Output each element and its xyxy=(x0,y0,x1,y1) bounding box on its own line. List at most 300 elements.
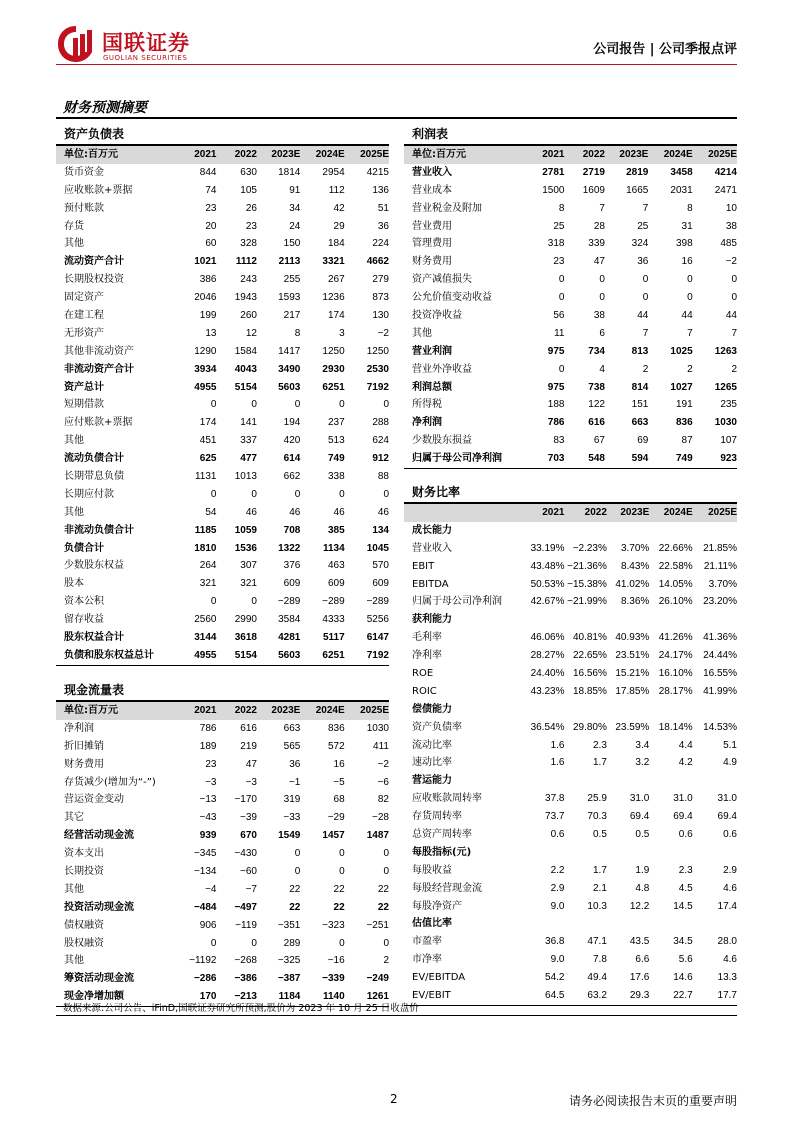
cell-value: 1265 xyxy=(714,381,737,393)
table-header-row xyxy=(56,146,389,164)
cell-value: 4662 xyxy=(366,256,389,268)
table-row xyxy=(404,880,737,898)
row-label: 速动比率 xyxy=(412,757,452,769)
cell-value xyxy=(607,611,649,629)
cell-value: 2025E xyxy=(708,149,737,160)
row-label: 资本公积 xyxy=(64,596,104,608)
cell-value: 0 xyxy=(251,488,257,500)
cell-value: 2113 xyxy=(278,256,301,268)
row-label: 现金净增加额 xyxy=(64,991,124,1003)
cell-value: 0 xyxy=(599,292,605,304)
cell-value: 2471 xyxy=(714,184,737,196)
cell-value: −15.38% xyxy=(567,578,607,590)
cell-value: 1140 xyxy=(322,991,345,1003)
cell-value: 385 xyxy=(327,524,345,536)
table-row xyxy=(404,396,737,414)
row-label: 归属于母公司净利润 xyxy=(412,596,502,608)
cell-value: 0 xyxy=(558,274,565,286)
cell-value xyxy=(649,772,692,790)
row-label: 存货 xyxy=(64,220,84,232)
cell-value: 0 xyxy=(339,866,345,878)
cell-value: 13.3 xyxy=(717,972,737,984)
cell-value: 836 xyxy=(327,722,345,734)
cell-value xyxy=(649,915,692,933)
row-label: 单位:百万元 xyxy=(64,705,118,716)
cell-value: 0 xyxy=(210,596,217,608)
cell-value: 25.9 xyxy=(587,793,607,805)
row-label: 投资活动现金流 xyxy=(64,901,134,913)
cell-value: 289 xyxy=(283,937,301,949)
cell-value: 264 xyxy=(199,560,217,572)
cell-value: 151 xyxy=(631,399,649,411)
cell-value: 1417 xyxy=(278,345,301,357)
cell-value: 0 xyxy=(294,488,301,500)
cell-value: 22.7 xyxy=(673,990,693,1002)
cell-value: 609 xyxy=(372,578,389,590)
row-label: 营业收入 xyxy=(412,542,452,554)
cell-value: 1609 xyxy=(582,184,605,196)
table-row xyxy=(56,468,389,486)
cell-value: 321 xyxy=(240,578,257,590)
row-label: 应收账款周转率 xyxy=(412,793,482,805)
table-row xyxy=(56,164,389,182)
row-label: 流动负债合计 xyxy=(64,453,124,465)
row-label: 利润总额 xyxy=(412,381,452,393)
cell-value: 130 xyxy=(372,310,389,322)
cell-value: 3490 xyxy=(278,363,301,375)
row-label: ROE xyxy=(412,668,434,680)
cell-value: 64.5 xyxy=(545,990,565,1002)
cell-value: 321 xyxy=(199,578,217,590)
row-label: 长期应付款 xyxy=(64,488,114,500)
cell-value: 616 xyxy=(588,417,605,429)
cell-value: 1536 xyxy=(234,542,257,554)
cell-value: 23.51% xyxy=(615,650,650,662)
cell-value: 9.0 xyxy=(550,954,565,966)
table-row xyxy=(404,969,737,987)
cell-value: 194 xyxy=(283,417,301,429)
cell-value: −430 xyxy=(234,848,257,860)
cell-value: 1457 xyxy=(322,830,345,842)
row-label: 固定资产 xyxy=(64,292,104,304)
cell-value: 0 xyxy=(210,488,217,500)
cell-value: 2.3 xyxy=(592,739,607,751)
cell-value: 1045 xyxy=(366,542,389,554)
cell-value: 43.5 xyxy=(629,936,650,948)
cell-value: 1.6 xyxy=(550,757,565,769)
table-row xyxy=(404,540,737,558)
cell-value: 2.9 xyxy=(550,882,565,894)
cell-value: 5603 xyxy=(278,649,301,661)
cell-value: 46.06% xyxy=(530,632,565,644)
cell-value: 16.10% xyxy=(658,668,693,680)
cell-value: 255 xyxy=(283,274,301,286)
cell-value xyxy=(564,701,606,719)
cell-value: −1 xyxy=(288,776,301,788)
cell-value: 0 xyxy=(210,399,217,411)
cell-value: 1.6 xyxy=(550,739,565,751)
cell-value: 337 xyxy=(240,435,257,447)
cell-value: −2 xyxy=(725,256,737,268)
table-row xyxy=(56,450,389,468)
cell-value: 83 xyxy=(553,435,565,447)
cell-value: 939 xyxy=(199,830,217,842)
cell-value: 0 xyxy=(251,596,257,608)
row-label: 股东权益合计 xyxy=(64,632,124,644)
cell-value: 267 xyxy=(327,274,345,286)
row-label: 资产负债率 xyxy=(412,721,462,733)
cell-value: 29.80% xyxy=(572,721,607,733)
cell-value: 43.48% xyxy=(530,560,565,572)
cell-value: 975 xyxy=(547,381,565,393)
cell-value: 0 xyxy=(210,937,217,949)
cell-value xyxy=(524,522,564,540)
cell-value: 1134 xyxy=(322,542,345,554)
cell-value: 217 xyxy=(283,310,301,322)
cell-value: −1192 xyxy=(189,955,217,967)
cash-flow-table xyxy=(56,680,389,1007)
cell-value xyxy=(524,915,564,933)
cell-value: 3321 xyxy=(322,256,345,268)
table-row xyxy=(404,325,737,343)
cell-value: 184 xyxy=(327,238,345,250)
cell-value: 31 xyxy=(681,220,693,232)
cell-value: 29 xyxy=(333,220,345,232)
table-row xyxy=(404,253,737,271)
cell-value: 1322 xyxy=(278,542,301,554)
cell-value: −43 xyxy=(199,812,217,824)
cell-value: 38 xyxy=(593,310,605,322)
table-row xyxy=(404,522,737,540)
cell-value: 69.4 xyxy=(673,811,693,823)
cell-value xyxy=(607,844,649,862)
cell-value: 7.8 xyxy=(592,954,607,966)
row-label: 成长能力 xyxy=(412,524,452,536)
cell-value: 70.3 xyxy=(587,811,607,823)
cell-value: 3.4 xyxy=(635,739,650,751)
cell-value: 2560 xyxy=(194,614,217,626)
cell-value: 3.70% xyxy=(620,542,650,554)
row-label: 长期带息负债 xyxy=(64,471,124,483)
table-row xyxy=(404,790,737,808)
cell-value: 1013 xyxy=(234,471,257,483)
cell-value xyxy=(524,772,564,790)
table-row xyxy=(56,611,389,629)
cell-value: 734 xyxy=(588,345,605,357)
cell-value: 24.17% xyxy=(658,650,693,662)
cell-value: 4955 xyxy=(194,381,217,393)
table-row xyxy=(56,486,389,504)
cell-value: 2023E xyxy=(271,705,301,716)
cell-value: −286 xyxy=(193,973,217,985)
cell-value: 6.6 xyxy=(635,954,650,966)
row-label: 流动比率 xyxy=(412,739,452,751)
cell-value: 0 xyxy=(642,292,649,304)
cell-value: 0 xyxy=(383,937,389,949)
section-title: 财务预测摘要 xyxy=(63,100,147,116)
cell-value: 69 xyxy=(637,435,649,447)
cell-value xyxy=(524,611,564,629)
row-label: 其他 xyxy=(64,506,84,518)
cell-value: 463 xyxy=(327,560,345,572)
row-label: 留存收益 xyxy=(64,614,104,626)
table-title: 资产负债表 xyxy=(64,127,125,141)
cell-value: 2.1 xyxy=(592,882,607,894)
row-label: 货币资金 xyxy=(64,166,104,178)
row-label: 少数股东权益 xyxy=(64,560,124,572)
cell-value: 14.05% xyxy=(658,578,693,590)
cell-value: 7 xyxy=(642,327,649,339)
cell-value: −5 xyxy=(333,776,345,788)
table-row xyxy=(404,862,737,880)
cell-value: 34.5 xyxy=(673,936,693,948)
table-row xyxy=(56,361,389,379)
balance-sheet-table xyxy=(56,124,389,666)
table-row xyxy=(404,182,737,200)
cell-value: −2.23% xyxy=(572,542,607,554)
cell-value: 7 xyxy=(687,327,693,339)
cell-value: 22 xyxy=(333,901,345,913)
cell-value: 0 xyxy=(339,488,345,500)
table-row xyxy=(56,917,389,935)
row-label: 财务费用 xyxy=(412,256,452,268)
cell-value: 7 xyxy=(731,327,737,339)
table-row xyxy=(56,863,389,881)
cell-value: 2 xyxy=(731,363,737,375)
row-label: 偿债能力 xyxy=(412,703,452,715)
cell-value: 0 xyxy=(251,399,257,411)
cell-value: 2024E xyxy=(663,507,693,518)
table-row xyxy=(404,558,737,576)
cell-value: 1184 xyxy=(278,991,301,1003)
cell-value: 708 xyxy=(283,524,301,536)
cell-value: −345 xyxy=(193,848,217,860)
cell-value: −339 xyxy=(322,973,345,985)
row-label: 负债和股东权益总计 xyxy=(64,649,154,661)
row-label: 筹资活动现金流 xyxy=(64,973,134,985)
row-label: 营运能力 xyxy=(412,775,452,787)
cell-value: 21.85% xyxy=(703,542,737,554)
row-label: 资本支出 xyxy=(64,848,104,860)
financial-ratios-table xyxy=(404,482,737,1006)
row-label: 每股经营现金流 xyxy=(412,882,482,894)
cell-value: 836 xyxy=(675,417,693,429)
cell-value: 170 xyxy=(199,991,217,1003)
cell-value: 2530 xyxy=(366,363,389,375)
cell-value: 17.7 xyxy=(717,990,737,1002)
cell-value: 23 xyxy=(205,202,217,214)
cell-value: 2022 xyxy=(584,507,607,518)
cell-value: 122 xyxy=(588,399,605,411)
cell-value: −4 xyxy=(205,883,217,895)
cell-value: 565 xyxy=(283,740,301,752)
cell-value: 0 xyxy=(383,866,389,878)
row-label: 营业成本 xyxy=(412,184,452,196)
cell-value: 37.8 xyxy=(545,793,565,805)
cell-value: 0 xyxy=(687,292,693,304)
cell-value: 5603 xyxy=(278,381,301,393)
cell-value: 219 xyxy=(240,740,257,752)
cell-value: 51 xyxy=(377,202,389,214)
cell-value: 1185 xyxy=(194,524,217,536)
table-row xyxy=(404,432,737,450)
cell-value: 4333 xyxy=(322,614,345,626)
cell-value: 16 xyxy=(333,758,345,770)
table-row xyxy=(56,791,389,809)
cell-value: 0 xyxy=(687,274,693,286)
cell-value: 199 xyxy=(199,310,217,322)
row-label: 单位:百万元 xyxy=(412,149,466,160)
cell-value: 15.21% xyxy=(615,668,650,680)
cell-value: 41.36% xyxy=(703,632,737,644)
cell-value: 0 xyxy=(294,399,301,411)
cell-value: 4281 xyxy=(278,632,301,644)
cell-value: 5154 xyxy=(234,649,257,661)
cell-value: 28.0 xyxy=(717,936,737,948)
cell-value: 3458 xyxy=(670,166,693,178)
row-label: 负债合计 xyxy=(64,542,104,554)
row-label: 应收账款+票据 xyxy=(64,184,133,196)
row-label: 其他 xyxy=(412,327,432,339)
cell-value: 54 xyxy=(205,506,217,518)
cell-value xyxy=(693,522,737,540)
cell-value: 749 xyxy=(675,453,693,465)
row-label: EV/EBITDA xyxy=(412,972,466,984)
cell-value: −28 xyxy=(372,812,389,824)
cell-value: 18.85% xyxy=(572,685,607,697)
row-label: 营运资金变动 xyxy=(64,794,124,806)
table-row xyxy=(404,271,737,289)
table-row xyxy=(404,235,737,253)
cell-value: 44 xyxy=(725,310,737,322)
table-row xyxy=(404,414,737,432)
cell-value: 1027 xyxy=(670,381,693,393)
cell-value: −39 xyxy=(240,812,257,824)
row-label: 其他非流动资产 xyxy=(64,345,134,357)
cell-value xyxy=(607,772,649,790)
row-label: 折旧摊销 xyxy=(64,740,104,752)
cell-value: 2022 xyxy=(582,149,605,160)
cell-value: 2 xyxy=(642,363,649,375)
table-row xyxy=(404,987,737,1006)
cell-value: 3.70% xyxy=(708,578,737,590)
cell-value: 0 xyxy=(383,399,389,411)
cell-value: 28.27% xyxy=(530,650,565,662)
cell-value xyxy=(607,915,649,933)
row-label: 股权融资 xyxy=(64,937,104,949)
cell-value: 73.7 xyxy=(545,811,565,823)
cell-value xyxy=(564,915,606,933)
cell-value: 1236 xyxy=(322,292,345,304)
row-label: 其他 xyxy=(64,883,84,895)
cell-value: 47.1 xyxy=(587,936,607,948)
cell-value: 376 xyxy=(283,560,301,572)
row-label: 公允价值变动收益 xyxy=(412,292,492,304)
table-row xyxy=(56,899,389,917)
cell-value xyxy=(649,522,692,540)
company-logo xyxy=(56,24,216,64)
cell-value: 1250 xyxy=(322,345,345,357)
table-row xyxy=(404,737,737,755)
table-row xyxy=(56,504,389,522)
cell-value: 68 xyxy=(333,794,345,806)
table-row xyxy=(56,325,389,343)
row-label: 无形资产 xyxy=(64,327,104,339)
cell-value: 1.7 xyxy=(592,757,607,769)
cell-value: 0 xyxy=(731,292,737,304)
cell-value: 67 xyxy=(593,435,605,447)
cell-value: 12.2 xyxy=(629,900,650,912)
cell-value: −2 xyxy=(377,758,389,770)
cell-value: −6 xyxy=(377,776,389,788)
cell-value: 0 xyxy=(599,274,605,286)
cell-value: 2781 xyxy=(542,166,565,178)
table-row xyxy=(404,719,737,737)
table-row xyxy=(404,772,737,790)
cell-value: 2.2 xyxy=(550,864,565,876)
cell-value: 570 xyxy=(372,560,389,572)
table-row xyxy=(404,683,737,701)
cell-value: 1030 xyxy=(366,722,389,734)
cell-value: 24.44% xyxy=(703,650,737,662)
cell-value: 814 xyxy=(631,381,649,393)
cell-value xyxy=(693,844,737,862)
cell-value: 47 xyxy=(593,256,605,268)
cell-value: 318 xyxy=(547,238,565,250)
cell-value: 420 xyxy=(283,435,301,447)
cell-value: 670 xyxy=(240,830,257,842)
cell-value xyxy=(693,701,737,719)
cell-value: 0 xyxy=(339,937,345,949)
cell-value: 25 xyxy=(553,220,565,232)
cell-value: 36 xyxy=(637,256,649,268)
cell-value: −119 xyxy=(235,919,257,931)
row-label: 管理费用 xyxy=(412,238,452,250)
table-row xyxy=(56,881,389,899)
cell-value: 975 xyxy=(547,345,565,357)
cell-value: 2.3 xyxy=(678,864,693,876)
table-row xyxy=(56,827,389,845)
cell-value: 572 xyxy=(327,740,345,752)
row-label: 投资净收益 xyxy=(412,310,462,322)
table-row xyxy=(56,432,389,450)
cell-value: 36 xyxy=(377,220,389,232)
cell-value: 873 xyxy=(372,292,389,304)
table-header-row xyxy=(56,702,389,720)
row-label: 存货减少(增加为“-”) xyxy=(64,776,156,788)
cell-value: 0.6 xyxy=(550,829,565,841)
table-row xyxy=(404,164,737,182)
cell-value: 36.8 xyxy=(545,936,565,948)
cell-value: 5154 xyxy=(234,381,257,393)
row-label: 净利润 xyxy=(412,417,442,429)
cell-value: 46 xyxy=(289,506,301,518)
cell-value: 8 xyxy=(687,202,693,214)
cell-value xyxy=(649,844,692,862)
cell-value: 3.2 xyxy=(635,757,650,769)
cell-value: 13 xyxy=(205,327,217,339)
cell-value: 38 xyxy=(725,220,737,232)
cell-value: 22.58% xyxy=(658,560,693,572)
cell-value: 2023E xyxy=(619,149,649,160)
cell-value: 0.6 xyxy=(723,829,737,841)
cell-value: 237 xyxy=(327,417,345,429)
table-row xyxy=(56,343,389,361)
row-label: 经营活动现金流 xyxy=(64,830,134,842)
cell-value: −7 xyxy=(245,883,257,895)
cell-value: 906 xyxy=(199,919,217,931)
table-row xyxy=(404,307,737,325)
